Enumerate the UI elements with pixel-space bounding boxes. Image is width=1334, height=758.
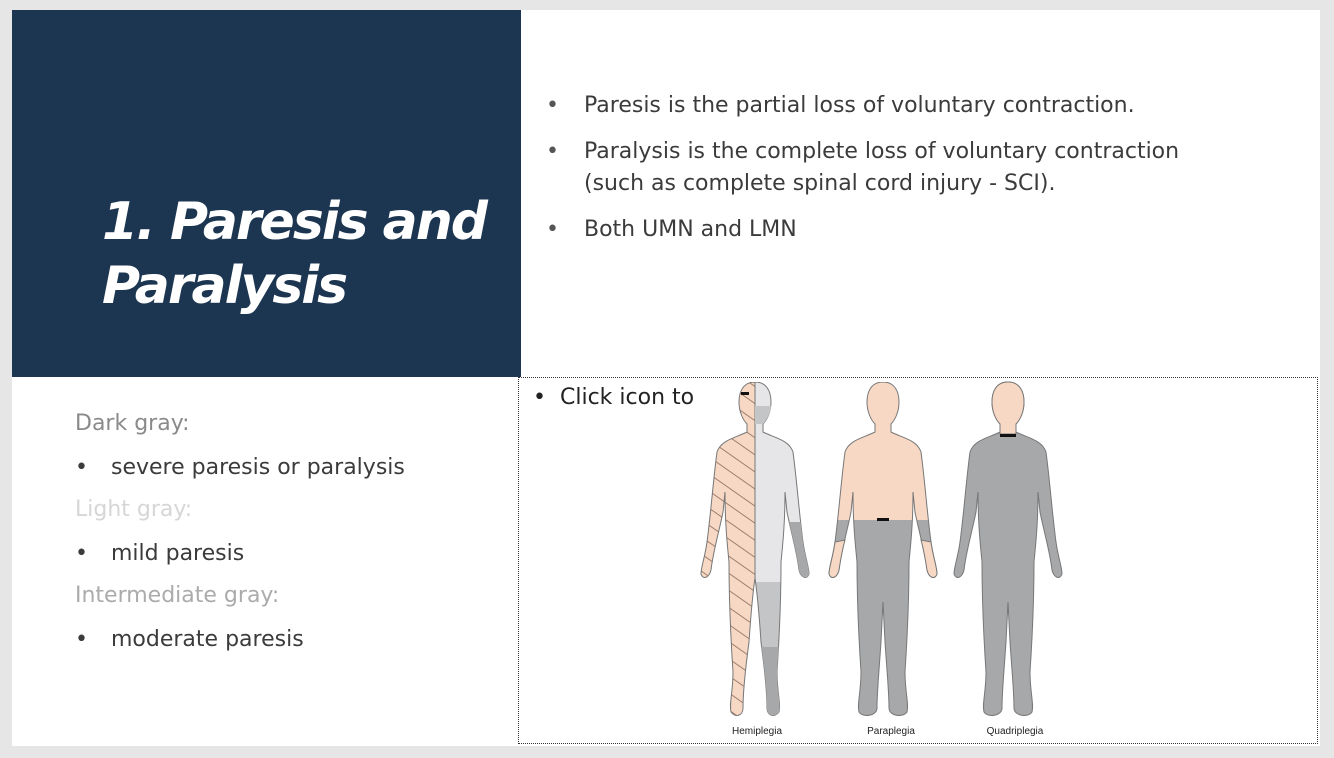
paralysis-types-figure[interactable] — [687, 378, 1077, 744]
slide-title-line-2: Paralysis — [102, 256, 347, 316]
placeholder-bullet: • — [533, 385, 546, 410]
legend-dark-gray-item: • severe paresis or paralysis — [75, 452, 495, 484]
hemiplegia-figure — [701, 382, 809, 715]
bullet-paralysis-definition: • Paralysis is the complete loss of voluntary contraction (such as complete spinal cord injury - SCI). — [546, 136, 1246, 200]
bullet-paresis-definition: • Paresis is the partial loss of voluntary contraction. — [546, 90, 1246, 122]
legend-light-gray-item: • mild paresis — [75, 538, 495, 570]
legend-intermediate-gray-item: • moderate paresis — [75, 624, 495, 656]
legend-dark-gray-heading: Dark gray: — [75, 411, 190, 436]
content-placeholder[interactable] — [518, 377, 1318, 744]
title-panel — [12, 10, 521, 377]
paraplegia-figure — [829, 382, 937, 715]
label-quadriplegia: Quadriplegia — [986, 726, 1044, 737]
body-figures-svg — [687, 378, 1077, 724]
bullet-umn-lmn: • Both UMN and LMN — [546, 214, 1246, 246]
legend-text-box[interactable] — [75, 408, 495, 666]
slide-title-line-1: 1. Paresis and — [102, 192, 486, 252]
placeholder-prompt-text: Click icon to — [559, 385, 695, 410]
legend-light-gray-heading: Light gray: — [75, 497, 193, 522]
slide — [12, 10, 1320, 746]
label-hemiplegia: Hemiplegia — [731, 726, 783, 737]
quadriplegia-figure — [954, 382, 1062, 715]
slide-title[interactable] — [102, 190, 486, 318]
legend-intermediate-gray-heading: Intermediate gray: — [75, 583, 280, 608]
label-paraplegia: Paraplegia — [867, 726, 915, 737]
placeholder-prompt[interactable] — [533, 382, 694, 414]
content-bullet-list[interactable] — [546, 90, 1246, 260]
